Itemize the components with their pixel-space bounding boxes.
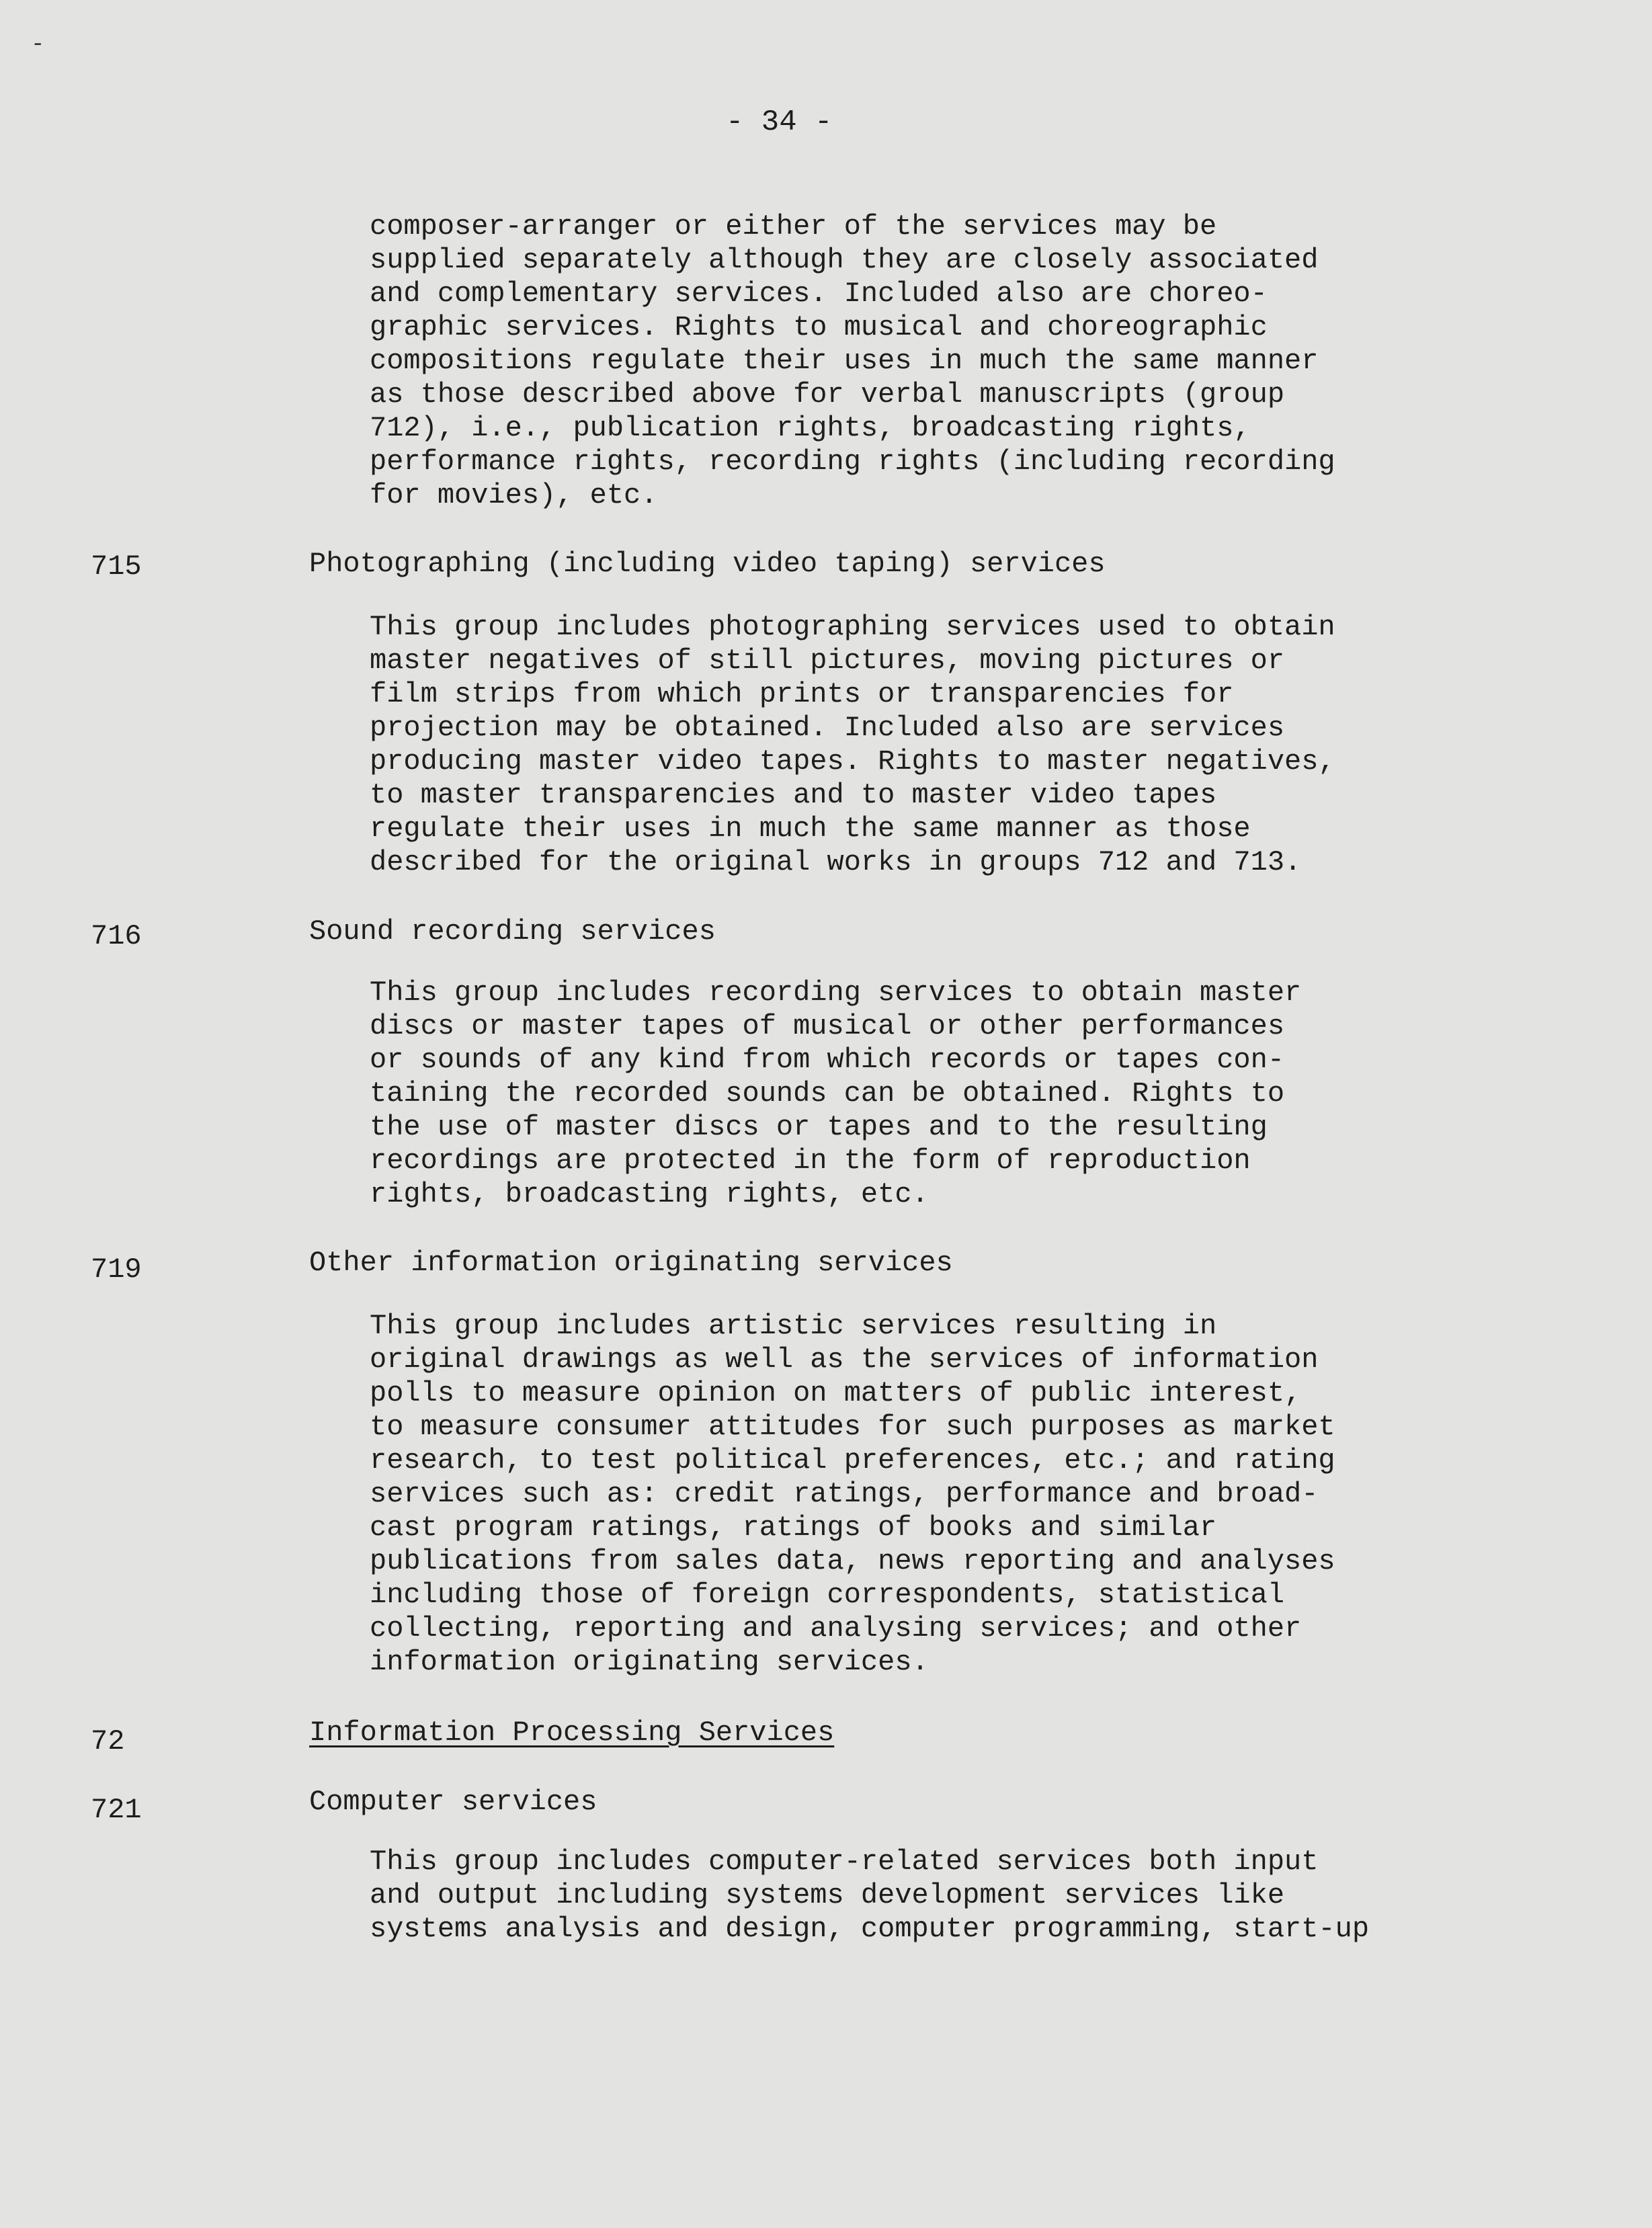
section-body-715: This group includes photographing services used to obtain master negatives of still pictures, moving pictures or film strips from which prints or transparencies for projection may be obtained. Included also are services producing master video tapes. Rights to master negatives, to master transparencies and to master video tapes regulate their uses in much the same manner as those described for the original works in groups 712 and 713.: [370, 611, 1335, 878]
section-body-721: This group includes computer-related services both input and output including systems development services like systems analysis and design, computer programming, start-up: [370, 1846, 1370, 1945]
section-body-716: This group includes recording services to obtain master discs or master tapes of musical or other performances or sounds of any kind from which records or tapes con- taining the recorded sounds can be obtained. Rights to the use of master discs or tapes and to the resulting recordings are protected in the form of reproduction rights, broadcasting rights, etc.: [370, 977, 1302, 1210]
section-title-72: Information Processing Services: [309, 1717, 835, 1749]
page-number: - 34 -: [726, 106, 833, 139]
section-code-72: 72: [91, 1725, 125, 1758]
section-code-721: 721: [91, 1794, 142, 1826]
section-title-716: Sound recording services: [309, 915, 716, 948]
section-title-715: Photographing (including video taping) services: [309, 548, 1106, 580]
section-code-715: 715: [91, 550, 142, 583]
section-title-721: Computer services: [309, 1786, 597, 1818]
section-body-719: This group includes artistic services resulting in original drawings as well as the services of information polls to measure opinion on matters of public interest, to measure consumer attitudes for such purposes as market research, to test political preferences, etc.; and rating services such as: credit ratings, performance and broad- cast program ratings, ratings of books and similar publications from sales data, news reporting and analyses including those of foreign correspondents, statistical collecting, reporting and analysing services; and other information originating services.: [370, 1310, 1335, 1678]
corner-mark: ‐: [31, 32, 45, 58]
section-title-719: Other information originating services: [309, 1247, 953, 1279]
intro-paragraph: composer-arranger or either of the services may be supplied separately although they are closely associated and complementary services. Included also are choreo- graphic services. Rights to musical and choreographic compositions regulate their uses in much the same manner as those described above for verbal manuscripts (group 712), i.e., publication rights, broadcasting rights, performance rights, recording rights (including recording for movies), etc.: [370, 210, 1335, 511]
section-code-719: 719: [91, 1253, 142, 1286]
section-code-716: 716: [91, 920, 142, 952]
